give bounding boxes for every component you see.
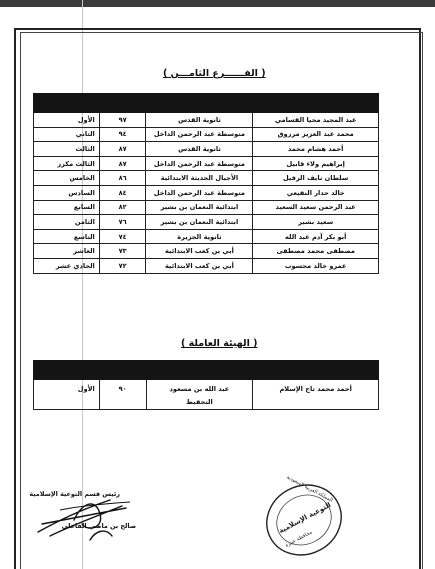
score: ٨٧ [99,156,146,171]
rank: العاشر [34,244,100,259]
table-row [34,200,379,215]
school-name: ثانوية الجزيرة [146,229,253,244]
header-name [253,94,379,113]
scan-top-edge [0,0,435,7]
rank: الأول [34,113,100,128]
school-name: الأجيال الحديثة الابتدائية [146,171,253,186]
school-name: ثانوية القدس [146,142,253,157]
rank: الثامن [34,215,100,230]
table-row [34,185,379,200]
student-name: عبد الرحمن سعيد السعيد [253,200,379,215]
signature-block [30,480,150,550]
rank: الثاني [34,127,100,142]
school-name: ابتدائية النعمان بن بشير [146,200,253,215]
header-name [253,361,379,380]
signature-name: صالح بن ماضي الفاعلي [61,522,136,530]
student-name: عمرو خالد محسوب [253,258,379,273]
school-name: متوسطة عبد الرحمن الداخل [146,127,253,142]
student-name: أحمد هشام محمد [253,142,379,157]
score: ٧٤ [99,229,146,244]
table-row [34,244,379,259]
header-rank [34,94,100,113]
school-name: متوسطة عبد الرحمن الداخل [146,156,253,171]
table-row [34,215,379,230]
stamp-bottom-text: محافظة عنيزة [284,529,314,549]
rank: التاسع [34,229,100,244]
score: ٨٢ [99,200,146,215]
rank: الأول [34,380,100,410]
table-row [34,156,379,171]
school-name: متوسطة عبد الرحمن الداخل [146,185,253,200]
table-row [34,380,379,410]
stamp-top-text: المملكة العربية السعودية [285,474,334,504]
school-name: ثانوية القدس [146,113,253,128]
table-row [34,127,379,142]
results-table-branch-eight [33,93,379,274]
school-name-line-1: عبد الله بن مسعود [169,385,230,393]
table-row [34,258,379,273]
official-stamp [262,474,346,562]
rank: السابع [34,200,100,215]
student-name: سلطان نايف الرفيل [253,171,379,186]
score: ٧٢ [99,258,146,273]
school-name: أبي بن كعب الابتدائية [146,258,253,273]
header-school [146,361,253,380]
score: ٨٦ [99,171,146,186]
score: ٩٤ [99,127,146,142]
stamp-mid-text: التوعية الإسلامية [277,500,333,536]
rank: الحادي عشر [34,258,100,273]
rank: الثالث مكرر [34,156,100,171]
student-name: خالد حدار النفيعي [253,185,379,200]
table-header-row [34,361,379,380]
school-name: أبي بن كعب الابتدائية [146,244,253,259]
rank: الثالث [34,142,100,157]
school-name [146,380,253,410]
student-name: إبراهيم ولاء قابيل [253,156,379,171]
score: ٧٣ [99,244,146,259]
section-title-branch-eight: ( الفــــــرع الثامـــن ) [163,68,266,79]
score: ٧٦ [99,215,146,230]
student-name: سعيد بشير [253,215,379,230]
student-name: أبو بكر آدم عبد الله [253,229,379,244]
score: ٩٠ [99,380,146,410]
header-score [99,94,146,113]
score: ٨٧ [99,142,146,157]
header-school [146,94,253,113]
school-name-line-2: التحفيظ [186,398,213,406]
student-name: محمد عبد العزيز مرزوق [253,127,379,142]
table-row [34,113,379,128]
student-name: عبد المجيد محيا القسامي [253,113,379,128]
table-row [34,171,379,186]
section-title-staff: ( الهيئة العاملة ) [181,338,258,349]
staff-name: أحمد محمد تاج الإسلام [253,380,379,410]
header-score [99,361,146,380]
table-row [34,229,379,244]
table-header-row [34,94,379,113]
rank: الخامس [34,171,100,186]
signature-title: رئيس قسم التوعية الإسلامية [29,490,120,498]
score: ٩٧ [99,113,146,128]
rank: السادس [34,185,100,200]
table-row [34,142,379,157]
results-table-staff [33,360,379,410]
header-rank [34,361,100,380]
student-name: مصطفى محمد مصطفى [253,244,379,259]
score: ٨٤ [99,185,146,200]
school-name: ابتدائية النعمان بن بشير [146,215,253,230]
